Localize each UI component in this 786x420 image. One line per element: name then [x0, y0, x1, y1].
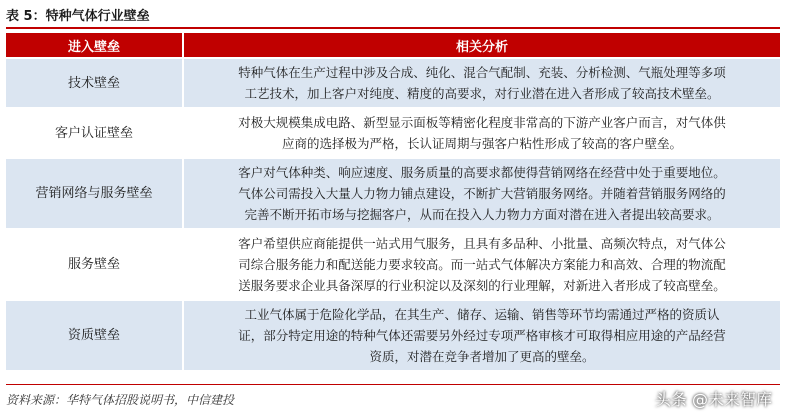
table-row	[6, 300, 780, 370]
source-note: 资料来源：华特气体招股说明书，中信建投	[6, 393, 235, 407]
row-label: 营销网络与服务壁垒	[6, 158, 183, 229]
analysis-line: 客户对气体种类、响应速度、服务质量的高要求都使得营销网络在经营中处于重要地位。	[238, 165, 726, 180]
row-label: 资质壁垒	[6, 300, 183, 370]
watermark	[619, 387, 772, 410]
analysis-line: 工艺技术，加上客户对纯度、精度的高要求，对行业潜在进入者形成了较高技术壁垒。	[244, 86, 720, 101]
table-row	[6, 158, 780, 229]
row-analysis	[183, 58, 780, 108]
bottom-divider	[6, 384, 780, 385]
analysis-line: 气体公司需投入大量人力物力铺点建设，不断扩大营销服务网络。并随着营销服务网络的	[238, 186, 726, 201]
row-analysis	[183, 229, 780, 300]
row-analysis	[183, 108, 780, 158]
analysis-line: 应商的选择极为严格，长认证周期与强客户粘性形成了较高的客户壁垒。	[281, 136, 682, 151]
column-header-analysis: 相关分析	[183, 33, 780, 58]
title-divider	[6, 27, 780, 29]
row-label: 客户认证壁垒	[6, 108, 183, 158]
barrier-table	[6, 33, 780, 370]
row-label: 服务壁垒	[6, 229, 183, 300]
analysis-line: 对极大规模集成电路、新型显示面板等精密化程度非常高的下游产业客户而言，对气体供	[238, 115, 726, 130]
table-row	[6, 58, 780, 108]
row-analysis	[183, 300, 780, 370]
analysis-line: 司综合服务能力和配送能力要求较高。而一站式气体解决方案能力和高效、合理的物流配	[238, 257, 726, 272]
table-row	[6, 229, 780, 300]
analysis-line: 工业气体属于危险化学品，在其生产、储存、运输、销售等环节均需通过严格的资质认	[244, 307, 720, 322]
column-header-barrier: 进入壁垒	[6, 33, 183, 58]
analysis-line: 特种气体在生产过程中涉及合成、纯化、混合气配制、充装、分析检测、气瓶处理等多项	[238, 65, 726, 80]
analysis-line: 完善不断开拓市场与挖掘客户，从而在投入人力物力方面对潜在进入者提出较高要求。	[244, 207, 720, 222]
analysis-line: 证，部分特定用途的特种气体还需要另外经过专项严格审核才可取得相应用途的产品经营	[238, 328, 726, 343]
watermark-text: 头条 @未来智库	[654, 390, 772, 409]
analysis-line: 资质，对潜在竞争者增加了更高的壁垒。	[369, 349, 595, 364]
row-label: 技术壁垒	[6, 58, 183, 108]
table-header-row	[6, 33, 780, 58]
row-analysis	[183, 158, 780, 229]
wechat-logo-icon	[619, 388, 649, 410]
analysis-line: 送服务要求企业具备深厚的行业积淀以及深刻的行业理解，对新进入者形成了较高壁垒。	[238, 278, 726, 293]
table-title: 表 5：特种气体行业壁垒	[6, 9, 150, 24]
analysis-line: 客户希望供应商能提供一站式用气服务，且具有多品种、小批量、高频次特点，对气体公	[238, 236, 726, 251]
table-row	[6, 108, 780, 158]
